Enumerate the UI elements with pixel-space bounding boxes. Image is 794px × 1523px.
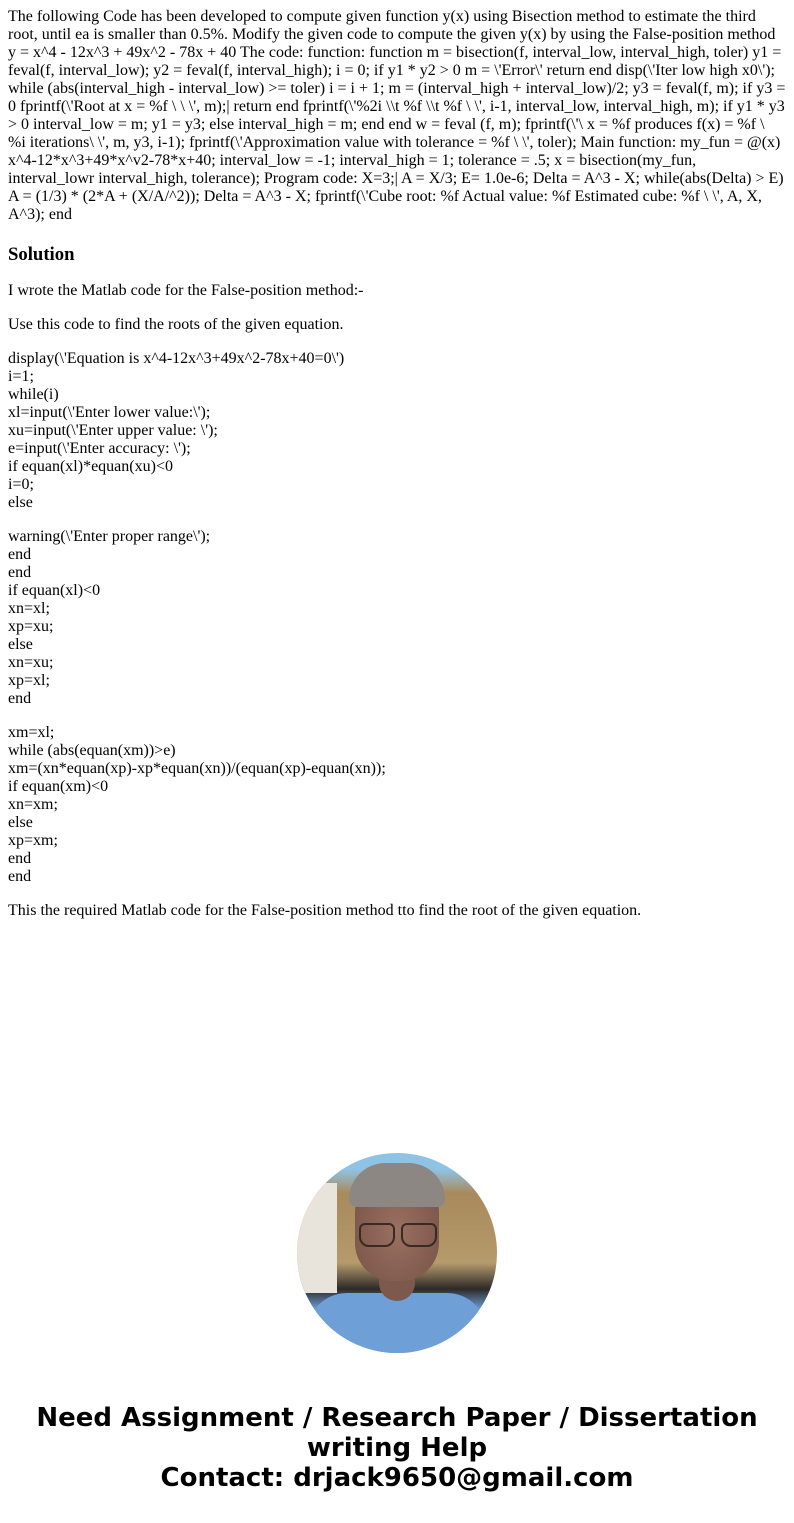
code-line: end — [8, 546, 32, 563]
promo-line: writing Help — [306, 1433, 488, 1463]
code-line: end — [8, 564, 32, 581]
code-line: while (abs(equan(xm))>e) — [8, 742, 176, 759]
code-line: xm=(xn*equan(xp)-xp*equan(xn))/(equan(xp)-equan(xn)); — [8, 760, 386, 777]
contact-email: Contact: drjack9650@gmail.com — [160, 1463, 634, 1493]
avatar-hair — [349, 1163, 445, 1207]
code-line: end — [8, 850, 32, 867]
solution-instruction: Use this code to find the roots of the given equation. — [8, 316, 344, 333]
code-line: end — [8, 868, 32, 885]
code-line: if equan(xl)*equan(xu)<0 — [8, 458, 173, 475]
promo-text — [0, 1403, 794, 1493]
code-line: else — [8, 494, 33, 511]
code-line: xn=xm; — [8, 796, 58, 813]
avatar-background-wall — [297, 1183, 337, 1293]
code-line: xp=xl; — [8, 672, 50, 689]
code-line: display(\'Equation is x^4-12x^3+49x^2-78x+40=0\') — [8, 350, 345, 367]
code-line: if equan(xm)<0 — [8, 778, 109, 795]
solution-intro: I wrote the Matlab code for the False-position method:- — [8, 282, 364, 299]
glasses-icon — [359, 1223, 395, 1247]
code-line: xp=xu; — [8, 618, 54, 635]
code-line: xn=xl; — [8, 600, 50, 617]
avatar-shirt — [307, 1293, 487, 1353]
promo-line: Need Assignment / Research Paper / Dissertation — [36, 1403, 758, 1433]
code-line: while(i) — [8, 386, 59, 403]
code-line: xm=xl; — [8, 724, 55, 741]
code-line: end — [8, 690, 32, 707]
code-line: else — [8, 636, 33, 653]
footer-promo — [0, 1153, 794, 1493]
code-block-range-setup — [8, 528, 786, 708]
author-avatar — [297, 1153, 497, 1353]
code-line: xp=xm; — [8, 832, 58, 849]
code-line: e=input(\'Enter accuracy: \'); — [8, 440, 191, 457]
solution-conclusion: This the required Matlab code for the False-position method tto find the root of the given equation. — [8, 902, 642, 919]
code-line: i=0; — [8, 476, 34, 493]
solution-heading: Solution — [8, 244, 75, 265]
code-block-input-loop — [8, 350, 786, 512]
code-block-iteration — [8, 724, 786, 886]
code-line: else — [8, 814, 33, 831]
code-line: if equan(xl)<0 — [8, 582, 101, 599]
question-text: The following Code has been developed to compute given function y(x) using Bisection method to estimate the third root, until ea is smaller than 0.5%. Modify the given code to compute the given y(x) by using the False-position method y = x^4 - 12x^3 + 49x^2 - 78x + 40 The code: function: function m = bisection(f, interval_low, interval_high, toler) y1 = feval(f, interval_low); y2 = feval(f, interval_high); i = 0; if y1 * y2 > 0 m = \'Error\' return end disp(\'Iter low high x0\'); while (abs(interval_high - interval_low) >= toler) i = i + 1; m = (interval_high + interval_low)/2; y3 = feval(f, m); if y3 = 0 fprintf(\'Root at x = %f \ \ \', m);| return end fprintf(\'%2i \\t %f \\t %f \ \', i-1, interval_low, interval_high, m); if y1 * y3 > 0 interval_low = m; y1 = y3; else interval_high = m; end end w = feval (f, m); fprintf(\'\ x = %f produces f(x) = %f \ %i iterations\ \', m, y3, i-1); fprintf(\'Approximation value with tolerance = %f \ \', toler); Main function: my_fun = @(x) x^4-12*x^3+49*x^v2-78*x+40; interval_low = -1; interval_high = 1; tolerance = .5; x = bisection(my_fun, interval_lowr interval_high, tolerance); Program code: X=3;| A = X/3; E= 1.0e-6; Delta = A^3 - X; while(abs(Delta) > E) A = (1/3) * (2*A + (X/A/^2)); Delta = A^3 - X; fprintf(\'Cube root: %f Actual value: %f Estimated cube: %f \ \', A, X, A^3); end — [8, 8, 786, 223]
glasses-icon — [401, 1223, 437, 1247]
code-line: warning(\'Enter proper range\'); — [8, 528, 211, 545]
code-line: i=1; — [8, 368, 34, 385]
code-line: xl=input(\'Enter lower value:\'); — [8, 404, 211, 421]
code-line: xn=xu; — [8, 654, 54, 671]
code-line: xu=input(\'Enter upper value: \'); — [8, 422, 218, 439]
